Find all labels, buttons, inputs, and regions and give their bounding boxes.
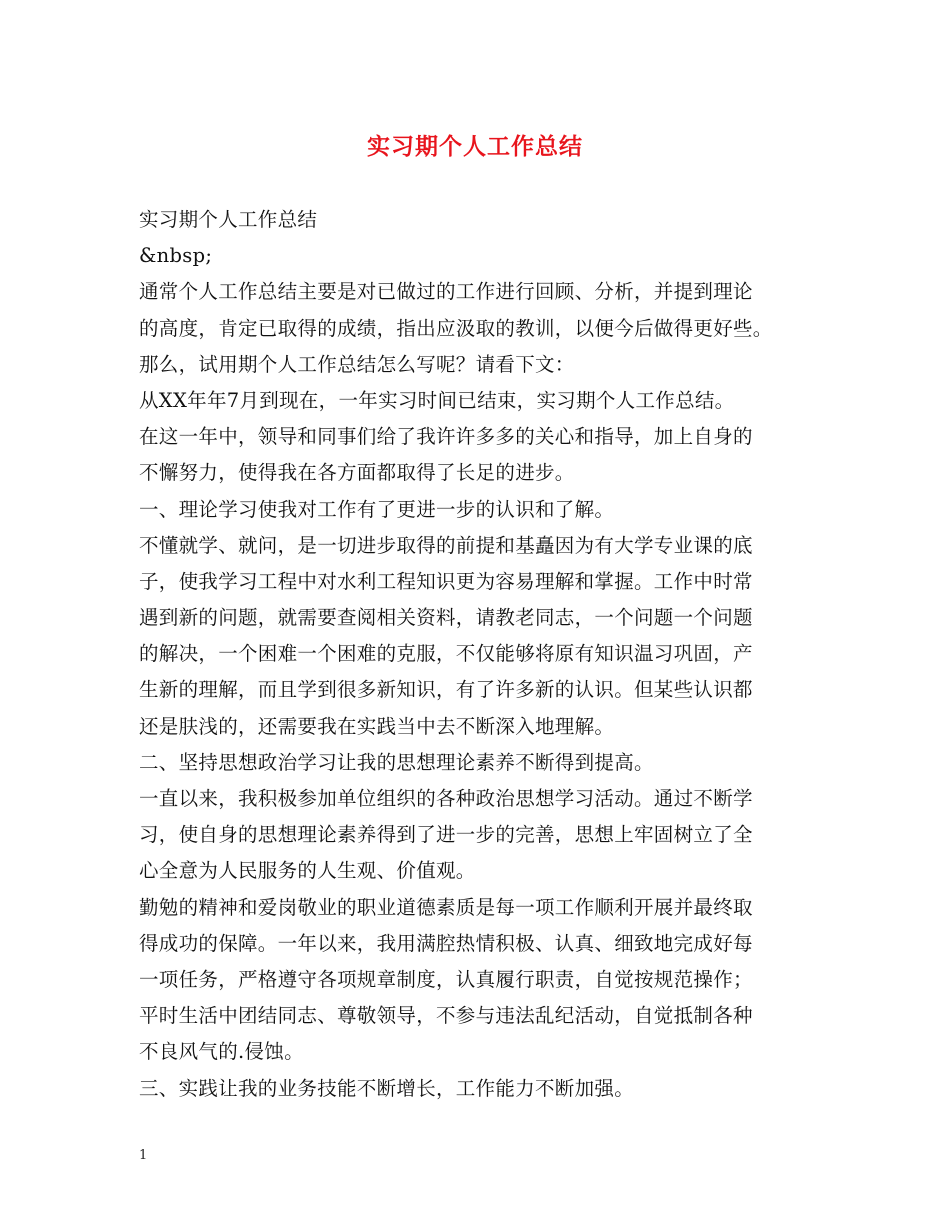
body-line: 得成功的保障。一年以来，我用满腔热情积极、认真、细致地完成好每 xyxy=(139,931,753,955)
body-line: 不懂就学、就问，是一切进步取得的前提和基矗因为有大学专业课的底 xyxy=(139,533,753,557)
body-line: 从XX年年7月到现在，一年实习时间已结束，实习期个人工作总结。 xyxy=(139,388,735,412)
body-line: 的高度，肯定已取得的成绩，指出应汲取的教训，以便今后做得更好些。 xyxy=(139,316,773,340)
section-heading-line: 三、实践让我的业务技能不断增长，工作能力不断加强。 xyxy=(139,1076,635,1100)
body-line: 的解决，一个困难一个困难的克服，不仅能够将原有知识温习巩固，产 xyxy=(139,642,753,666)
body-line: 那么，试用期个人工作总结怎么写呢？请看下文： xyxy=(139,352,575,376)
section-heading-line: 一、理论学习使我对工作有了更进一步的认识和了解。 xyxy=(139,497,615,521)
body-line: 生新的理解，而且学到很多新知识，有了许多新的认识。但某些认识都 xyxy=(139,678,753,702)
section-heading-line: 二、坚持思想政治学习让我的思想理论素养不断得到提高。 xyxy=(139,750,654,774)
body-line: 通常个人工作总结主要是对已做过的工作进行回顾、分析，并提到理论 xyxy=(139,280,753,304)
document-title: 实习期个人工作总结 xyxy=(367,133,583,160)
body-line: 一直以来，我积极参加单位组织的各种政治思想学习活动。通过不断学 xyxy=(139,787,753,810)
body-line: 实习期个人工作总结 xyxy=(139,208,318,231)
body-line: 心全意为人民服务的人生观、价值观。 xyxy=(139,859,476,883)
page-number: 1 xyxy=(139,1148,148,1163)
body-line: 还是肤浅的，还需要我在实践当中去不断深入地理解。 xyxy=(139,714,615,738)
body-line: 习，使自身的思想理论素养得到了进一步的完善，思想上牢固树立了全 xyxy=(139,823,753,847)
document-body xyxy=(139,202,829,1107)
body-line: 平时生活中团结同志、尊敬领导，不参与违法乱纪活动，自觉抵制各种 xyxy=(139,1004,753,1028)
body-line: 一项任务，严格遵守各项规章制度，认真履行职责，自觉按规范操作； xyxy=(139,967,753,991)
body-line: 不懈努力，使得我在各方面都取得了长足的进步。 xyxy=(139,461,575,485)
body-line: 不良风气的.侵蚀。 xyxy=(139,1040,304,1064)
body-line: 子，使我学习工程中对水利工程知识更为容易理解和掌握。工作中时常 xyxy=(139,569,753,593)
body-line: 勤勉的精神和爱岗敬业的职业道德素质是每一项工作顺利开展并最终取 xyxy=(139,895,753,919)
body-line: 在这一年中，领导和同事们给了我许许多多的关心和指导，加上自身的 xyxy=(139,425,753,449)
body-line: 遇到新的问题，就需要查阅相关资料，请教老同志，一个问题一个问题 xyxy=(139,606,753,630)
body-line: &nbsp; xyxy=(139,244,213,268)
